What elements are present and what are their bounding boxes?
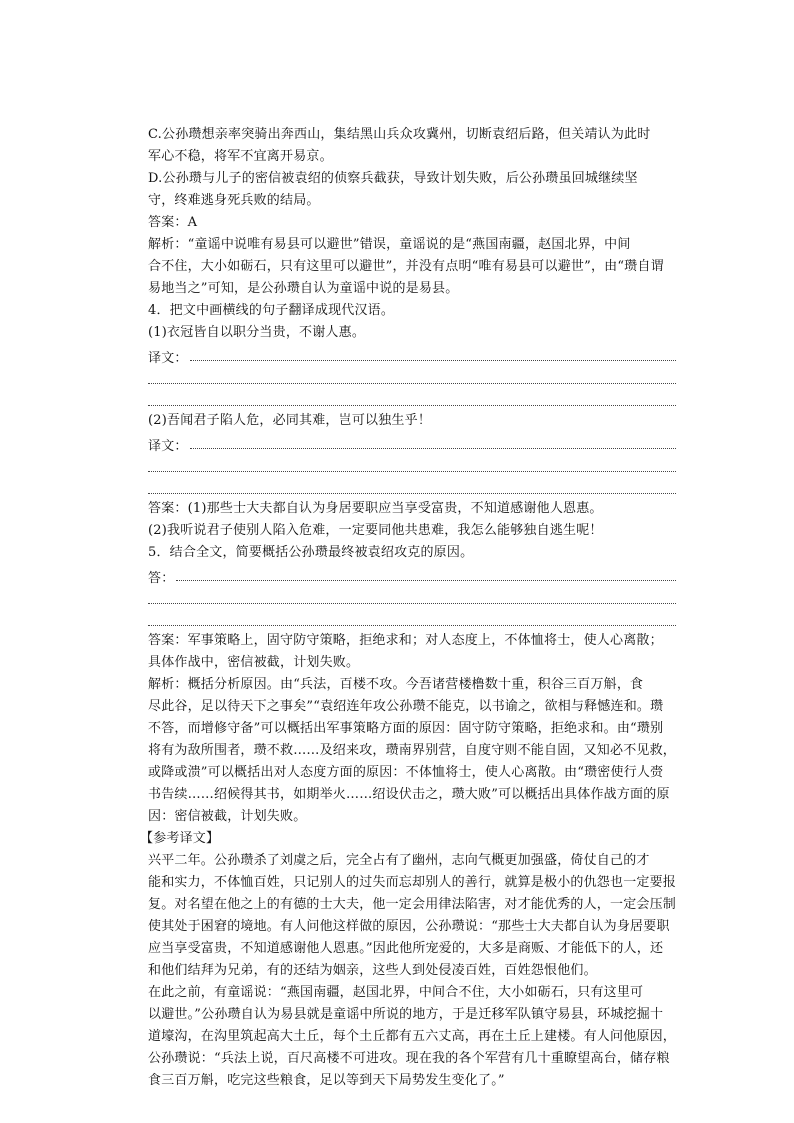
- translation-label: 译文：: [148, 351, 188, 366]
- explanation-5-line-6: 书告续……绍候得其书，如期举火……绍设伏击之，瓒大败”可以概括出具体作战方面的原: [148, 787, 670, 802]
- dotted-answer-line[interactable]: [148, 388, 676, 410]
- question-4: 4．把文中画横线的句子翻译成现代汉语。: [148, 303, 395, 318]
- answer-5-line-1: 答案：军事策略上，固守防守策略，拒绝求和；对人态度上，不体恤将士，使人心离散；: [148, 633, 663, 648]
- answer-3: 答案：A: [148, 215, 198, 230]
- option-c-line-1: C.公孙瓒想亲率突骑出奔西山，集结黑山兵众攻冀州，切断袁绍后路，但关靖认为此时: [148, 127, 651, 142]
- translation-text-line-2: 能和实力，不体恤百姓，只记别人的过失而忘却别人的善行，就算是极小的仇怨也一定要报: [148, 875, 677, 890]
- content-column: [140, 124, 677, 1092]
- dotted-answer-line: [176, 580, 676, 581]
- explanation-5-line-3: 不答，而增修守备”可以概括出军事策略方面的原因：固守防守策略，拒绝求和。由“瓒别: [148, 721, 664, 736]
- translation-1-input[interactable]: [148, 344, 676, 366]
- option-d-line-2: 守，终难逃身死兵败的结局。: [148, 193, 320, 208]
- question-4-sentence-1: (1)衣冠皆自以职分当贵，不谢人惠。: [148, 325, 366, 340]
- translation-label: 译文：: [148, 439, 188, 454]
- explanation-5-line-1: 解析：概括分析原因。由“兵法，百楼不攻。今吾诸营楼橹数十重，积谷三百万斛，食: [148, 677, 644, 692]
- dotted-answer-line: [190, 448, 676, 449]
- translation-text-line-3: 复。对名望在他之上的有德的士大夫，他一定会用律法陷害，对才能优秀的人，一定会压制: [148, 897, 677, 912]
- dotted-answer-line: [190, 360, 676, 361]
- dotted-answer-line[interactable]: [148, 476, 676, 498]
- translation-2-input[interactable]: [148, 432, 676, 454]
- explanation-5-line-4: 将有为敌所围者，瓒不救……及绍来攻，瓒南界别营，自度守则不能自固，又知必不见救，: [148, 743, 677, 758]
- explanation-5-line-2: 尽此谷，足以待天下之事矣”“袁绍连年攻公孙瓒不能克，以书谕之，欲相与释憾连和。瓒: [148, 699, 664, 714]
- reference-translation-title: 【参考译文】: [140, 831, 220, 846]
- dotted-answer-line[interactable]: [148, 586, 676, 608]
- translation-text-line-11: 食三百万斛，吃完这些粮食，足以等到天下局势发生变化了。”: [148, 1073, 505, 1088]
- explanation-5-line-7: 因：密信被截，计划失败。: [148, 809, 307, 824]
- answer-5-line-2: 具体作战中，密信被截，计划失败。: [148, 655, 360, 670]
- translation-text-line-1: 兴平二年。公孙瓒杀了刘虞之后，完全占有了幽州，志向气概更加强盛，倚仗自己的才: [148, 853, 650, 868]
- explanation-5-line-5: 或降或溃”可以概括出对人态度方面的原因：不体恤将士，使人心离散。由“瓒密使行人赍: [148, 765, 664, 780]
- translation-text-line-5: 应当享受富贵，不知道感谢他人恩惠。”因此他所宠爱的，大多是商贩、才能低下的人，还: [148, 941, 664, 956]
- dotted-answer-line[interactable]: [148, 366, 676, 388]
- translation-text-line-4: 使其处于困窘的境地。有人问他这样做的原因，公孙瓒说：“那些士大夫都自认为身居要职: [148, 919, 670, 934]
- translation-text-line-7: 在此之前，有童谣说：“燕国南疆，赵国北界，中间合不住，大小如砺石，只有这里可: [148, 985, 644, 1000]
- answer-5-input[interactable]: [148, 564, 676, 586]
- explanation-3-line-1: 解析：“童谣中说唯有易县可以避世”错误，童谣说的是“燕国南疆，赵国北界，中间: [148, 237, 631, 252]
- translation-text-line-9: 道壕沟，在沟里筑起高大土丘，每个土丘都有五六丈高，再在土丘上建楼。有人问他原因，: [148, 1029, 677, 1044]
- translation-text-line-8: 以避世。”公孙瓒自认为易县就是童谣中所说的地方，于是迁移军队镇守易县，环城挖掘十: [148, 1007, 664, 1022]
- explanation-3-line-2: 合不住，大小如砺石，只有这里可以避世”，并没有点明“唯有易县可以避世”，由“瓒自谓: [148, 259, 664, 274]
- question-5: 5．结合全文，简要概括公孙瓒最终被袁绍攻克的原因。: [148, 545, 474, 560]
- answer-4-line-1: 答案：(1)那些士大夫都自认为身居要职应当享受富贵，不知道感谢他人恩惠。: [148, 501, 603, 516]
- explanation-3-line-3: 易地当之”可知，是公孙瓒自认为童谣中说的是易县。: [148, 281, 459, 296]
- dotted-answer-line[interactable]: [148, 454, 676, 476]
- answer-4-line-2: (2)我听说君子使别人陷入危难，一定要同他共患难，我怎么能够独自逃生呢！: [148, 523, 603, 538]
- option-d-line-1: D.公孙瓒与儿子的密信被袁绍的侦察兵截获，导致计划失败，后公孙瓒虽回城继续坚: [148, 171, 638, 186]
- question-4-sentence-2: (2)吾闻君子陷人危，必同其难，岂可以独生乎！: [148, 413, 432, 428]
- translation-text-line-6: 和他们结拜为兄弟，有的还结为姻亲，这些人到处侵凌百姓，百姓怨恨他们。: [148, 963, 597, 978]
- dotted-answer-line[interactable]: [148, 608, 676, 630]
- answer-label: 答：: [148, 571, 175, 586]
- translation-text-line-10: 公孙瓒说：“兵法上说，百尺高楼不可进攻。现在我的各个军营有几十重瞭望高台，储存粮: [148, 1051, 670, 1066]
- option-c-line-2: 军心不稳，将军不宜离开易京。: [148, 149, 333, 164]
